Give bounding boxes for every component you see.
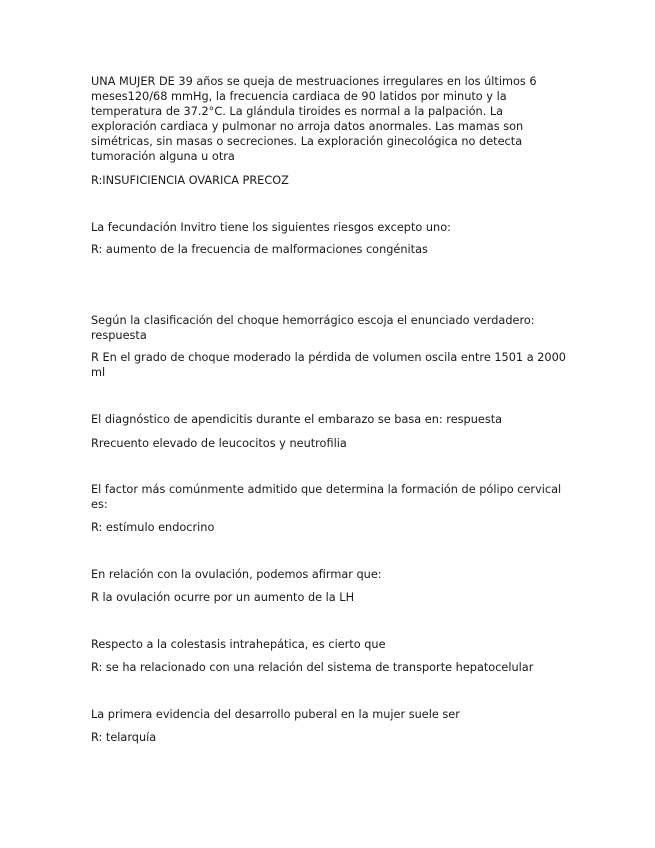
question-4-text: El diagnóstico de apendicitis durante el embarazo se basa en: respuesta — [91, 413, 503, 426]
question-5-text: El factor más comúnmente admitido que determina la formación de pólipo cervical es: — [91, 483, 562, 511]
question-7-text: Respecto a la colestasis intrahepática, es cierto que — [91, 638, 386, 651]
answer-5-text: R: estímulo endocrino — [91, 521, 215, 534]
answer-3-text: R En el grado de choque moderado la pérdida de volumen oscila entre 1501 a 2000 ml — [91, 351, 566, 379]
question-3-text: Según la clasificación del choque hemorrágico escoja el enunciado verdadero: respuesta — [91, 314, 535, 342]
answer-6-text: R la ovulación ocurre por un aumento de la LH — [91, 591, 355, 604]
question-1-text: UNA MUJER DE 39 años se queja de mestruaciones irregulares en los últimos 6 meses120/68 mmHg, la frecuencia cardiaca de 90 latidos por minuto y la temperatura de 37.2°C. La glándula tiroides es normal a la palpación. La exploración cardiaca y pulmonar no arroja datos anormales. Las mamas son simétricas, sin masas o secreciones. La exploración ginecológica no detecta tumoración alguna u otra — [91, 75, 537, 163]
question-2-text: La fecundación Invitro tiene los siguientes riesgos excepto uno: — [91, 221, 451, 234]
answer-7-text: R: se ha relacionado con una relación del sistema de transporte hepatocelular — [91, 661, 534, 674]
question-8-text: La primera evidencia del desarrollo puberal en la mujer suele ser — [91, 708, 460, 721]
question-6-text: En relación con la ovulación, podemos afirmar que: — [91, 568, 382, 581]
answer-2-text: R: aumento de la frecuencia de malformaciones congénitas — [91, 243, 428, 256]
answer-4-text: Rrecuento elevado de leucocitos y neutrofilia — [91, 437, 347, 450]
answer-1-text: R:INSUFICIENCIA OVARICA PRECOZ — [91, 174, 289, 187]
answer-8-text: R: telarquía — [91, 731, 157, 744]
